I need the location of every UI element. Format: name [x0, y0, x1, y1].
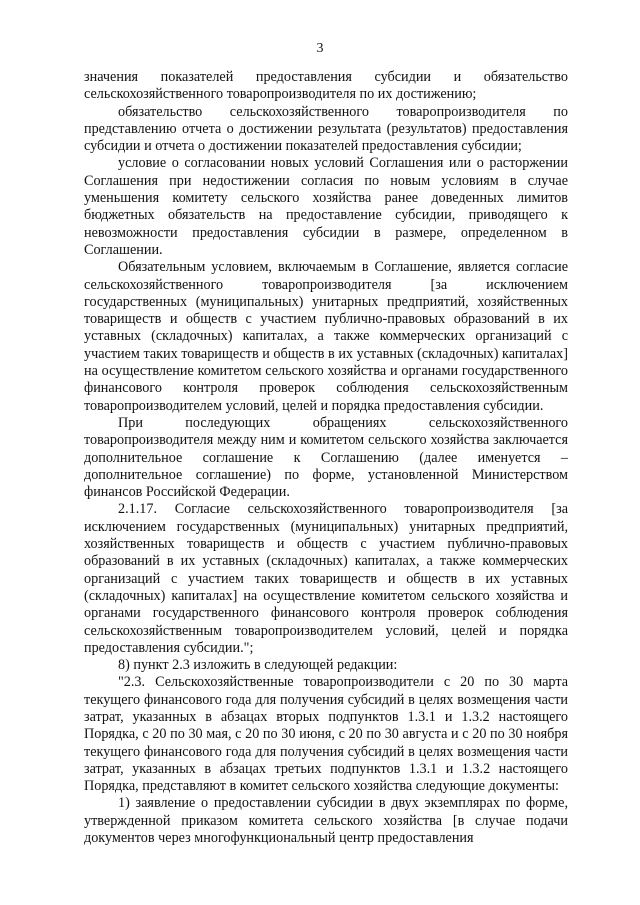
paragraph: Обязательным условием, включаемым в Соглашение, является согласие сельскохозяйственного товаропроизводителя [за исключением государственных (муниципальных) унитарных предприятий, хозяйственных товариществ и обществ с участием публично-правовых образований в их уставных (складочных) капиталах, а также коммерческих организаций с участием таких товариществ и обществ в их уставных (складочных) капиталах] на осуществление комитетом сельского хозяйства и органами государственного финансового контроля проверок соблюдения сельскохозяйственным товаропроизводителем условий, целей и порядка предоставления субсидии. — [84, 259, 568, 414]
page-number: 3 — [316, 41, 324, 56]
paragraph: При последующих обращениях сельскохозяйственного товаропроизводителя между ним и комитетом сельского хозяйства заключается дополнительное соглашение к Соглашению (далее именуется – дополнительное соглашение) по форме, установленной Министерством финансов Российской Федерации. — [84, 414, 568, 501]
paragraph: 8) пункт 2.3 изложить в следующей редакции: — [118, 657, 398, 674]
paragraph: 1) заявление о предоставлении субсидии в двух экземплярах по форме, утвержденной приказом комитета сельского хозяйства [в случае подачи документов через многофункциональный центр предоставления — [84, 795, 568, 847]
paragraph: "2.3. Сельскохозяйственные товаропроизводители с 20 по 30 марта текущего финансового года для получения субсидий в целях возмещения части затрат, указанных в абзацах вторых подпунктов 1.3.1 и 1.3.2 настоящего Порядка, с 20 по 30 мая, с 20 по 30 июня, с 20 по 30 августа и с 20 по 30 ноября текущего финансового года для получения субсидий в целях возмещения части затрат, указанных в абзацах третьих подпунктов 1.3.1 и 1.3.2 настоящего Порядка, представляют в комитет сельского хозяйства следующие документы: — [84, 674, 568, 795]
paragraph: 2.1.17. Согласие сельскохозяйственного товаропроизводителя [за исключением государственных (муниципальных) унитарных предприятий, хозяйственных товариществ и обществ с участием публично-правовых образований в их уставных (складочных) капиталах, а также коммерческих организаций с участием таких товариществ и обществ в их уставных (складочных) капиталах] на осуществление комитетом сельского хозяйства и органами государственного финансового контроля проверок соблюдения сельскохозяйственным товаропроизводителем условий, целей и порядка предоставления субсидии."; — [84, 501, 568, 656]
document-body — [84, 69, 568, 847]
paragraph: значения показателей предоставления субсидии и обязательство сельскохозяйственного товаропроизводителя по их достижению; — [84, 69, 568, 103]
paragraph: условие о согласовании новых условий Соглашения или о расторжении Соглашения при недостижении согласия по новым условиям в случае уменьшения комитету сельского хозяйства ранее доведенных лимитов бюджетных обязательств на предоставление субсидии, приводящего к невозможности предоставления субсидии в размере, определенном в Соглашении. — [84, 155, 568, 258]
paragraph: обязательство сельскохозяйственного товаропроизводителя по представлению отчета о достижении результата (результатов) предоставления субсидии и отчета о достижении показателей предоставления субсидии; — [84, 103, 568, 155]
